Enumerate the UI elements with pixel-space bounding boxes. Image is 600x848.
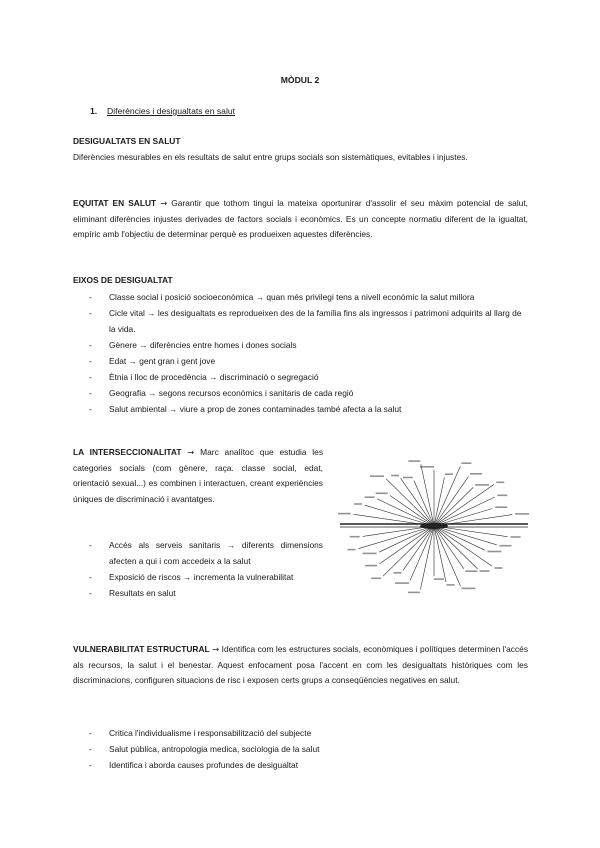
desigualtats-text: Diferències mesurables en els resultats de salut entre grups socials son sistemàtiques, evitables i injustes. xyxy=(73,151,468,162)
diagram-ray-label xyxy=(496,482,504,484)
diagram-ray-label xyxy=(371,578,381,580)
intersectionality-diagram-image xyxy=(338,448,530,604)
diagram-ray-label xyxy=(447,584,455,586)
equitat-block xyxy=(73,196,528,243)
list-item-text: Gènere → diferències entre homes i dones socials xyxy=(109,339,297,350)
diagram-ray-label xyxy=(350,536,360,538)
list-item: - Critica l'individualisme i responsabilització del subjecte xyxy=(89,728,312,738)
desigualtats-block xyxy=(73,134,528,165)
diagram-ray-label xyxy=(365,565,377,567)
diagram-ray-label xyxy=(480,570,490,572)
section-heading xyxy=(90,104,235,120)
list-item-text: Geografia → segons recursos econòmics i sanitaris de cada regió xyxy=(109,388,354,399)
diagram-ray-label xyxy=(511,536,521,538)
diagram-ray-label xyxy=(495,506,507,508)
diagram-ray-label xyxy=(487,551,501,553)
diagram-ray-label xyxy=(500,545,512,547)
list-item-text: Exposició de riscos → incrementa la vulnerabilitat xyxy=(109,571,294,582)
list-item: - Edat → gent gran i gent jove xyxy=(89,355,216,366)
list-item-text: Classe social i posició socioeconòmica → quan més privilegi tens a nivell econòmic la salut millora xyxy=(109,292,475,302)
list-item: - Salut pública, antropologia medica, sociologia de la salut xyxy=(89,744,320,755)
diagram-ray-label xyxy=(394,572,402,574)
diagram-ray-label xyxy=(363,553,377,555)
list-item: - Classe social i posició socioeconòmica → quan més privilegi tens a nivell econòmic la salut millora xyxy=(89,292,475,302)
module-title: MÒDUL 2 xyxy=(280,75,320,85)
list-item: - Gènere → diferències entre homes i dones socials xyxy=(89,339,297,350)
equitat-text: Garantir que tothom tingui la mateixa oportunirar d'assolir el seu màxim potencial de salut, eliminant diferències injustes derivades de factors socials i econòmics. Es un concepte normatiu diferent de la igualtat, empíric amb l'objectiu de determinar perquè es produeixen aquestes diferències. xyxy=(73,198,528,240)
diagram-ray-label xyxy=(376,493,388,495)
vulnerabilitat-arrow: → xyxy=(212,644,220,654)
diagram-ray-label xyxy=(470,473,482,475)
section-number: 1. xyxy=(90,106,98,116)
diagram-ray-label xyxy=(420,466,434,468)
vulnerabilitat-block xyxy=(73,642,528,689)
list-item-text: Accés als serveis sanitaris → diferents dimensions afecten a qui i com accedeix a la salut xyxy=(109,540,323,566)
diagram-ray-label xyxy=(391,475,399,477)
list-item-text: Salut ambiental → viure a prop de zones contaminades també afecta a la salut xyxy=(109,404,402,415)
diagram-ray-label xyxy=(354,503,362,505)
vulnerabilitat-text: Identifica com les estructures socials, econòmiques i polítiques determinen l'accés als recursos, la salut i el benestar. Aquest enfocament posa l'accent en com les desigualtats històriques com les discriminacions, configuren situacions de risc i exposen certs grups a conseqüències negatives en salut. xyxy=(73,644,529,686)
list-item-text: Critica l'individualisme i responsabilització del subjecte xyxy=(109,728,312,738)
list-item: - Identifica i aborda causes profundes de desigualtat xyxy=(89,760,299,771)
list-item: - Accés als serveis sanitaris → diferents dimensions afecten a qui i com accedeix a la salut xyxy=(89,540,323,566)
list-item: - Geografia → segons recursos econòmics i sanitaris de cada regió xyxy=(89,388,354,399)
eixos-heading-text: EIXOS DE DESIGUALTAT xyxy=(73,275,173,285)
list-item-text: Salut pública, antropologia medica, sociologia de la salut xyxy=(109,744,320,755)
diagram-ray-label xyxy=(461,588,475,590)
diagram-ray-label xyxy=(395,582,409,584)
diagram-ray-label xyxy=(497,495,507,497)
diagram-ray-label xyxy=(348,549,356,551)
diagram-ray-label xyxy=(408,592,420,594)
diagram-ray-label xyxy=(465,570,477,572)
list-item: - Ètnia i lloc de procedència → discriminació o segregació xyxy=(89,371,319,382)
diagram-ray-label xyxy=(494,567,502,569)
diagram-ray-label xyxy=(338,513,351,515)
list-item-text: Identifica i aborda causes profundes de desigualtat xyxy=(109,760,299,771)
vulnerabilitat-term: VULNERABILITAT ESTRUCTURAL xyxy=(73,644,210,654)
list-item: - Resultats en salut xyxy=(89,587,176,598)
diagram-ray-label xyxy=(370,475,384,477)
equitat-term: EQUITAT EN SALUT xyxy=(73,198,157,208)
diagram-ray-label xyxy=(515,513,529,515)
diagram-ray-label xyxy=(434,578,444,580)
diagram-ray-label xyxy=(445,473,453,475)
diagram-ray-label xyxy=(461,462,471,464)
diagram-ray-label xyxy=(365,496,375,498)
interseccionalitat-arrow: → xyxy=(187,447,195,457)
list-item-text: Ètnia i lloc de procedència → discriminació o segregació xyxy=(109,371,319,382)
vulnerabilitat-list xyxy=(73,726,528,774)
section-title: Diferències i desigualtats en salut xyxy=(107,106,236,116)
diagram-ray-label xyxy=(408,460,420,462)
list-item: - Exposició de riscos → incrementa la vulnerabilitat xyxy=(89,571,294,582)
diagram-ray-label xyxy=(403,477,413,479)
list-item-text: Edat → gent gran i gent jove xyxy=(109,355,216,366)
interseccionalitat-block xyxy=(73,445,323,507)
list-item-text: Cicle vital → les desigualtats es reprodueixen des de la família fins als ingressos i patrimoni adquirits al llarg de la vida. xyxy=(109,308,522,334)
desigualtats-heading: DESIGUALTATS EN SALUT xyxy=(73,136,181,146)
diagram-ray-label xyxy=(475,484,489,486)
list-item: - Salut ambiental → viure a prop de zones contaminades també afecta a la salut xyxy=(89,404,402,415)
interseccionalitat-term: LA INTERSECCIONALITAT xyxy=(73,447,182,457)
eixos-heading xyxy=(73,273,528,289)
interseccionalitat-text: Marc analítoc que estudia les categories socials (com gènere, raça. classe social, edat, orientació sexual...) es combinen i interactuen, creant experiències úniques de discriminació i avantatges. xyxy=(73,447,324,504)
list-item-text: Resultats en salut xyxy=(109,587,176,598)
interseccionalitat-list xyxy=(73,538,323,602)
eixos-list xyxy=(73,290,528,418)
list-item: - Cicle vital → les desigualtats es reprodueixen des de la família fins als ingressos i patrimoni adquirits al llarg de la vida. xyxy=(89,308,522,334)
equitat-arrow: → xyxy=(160,198,168,208)
